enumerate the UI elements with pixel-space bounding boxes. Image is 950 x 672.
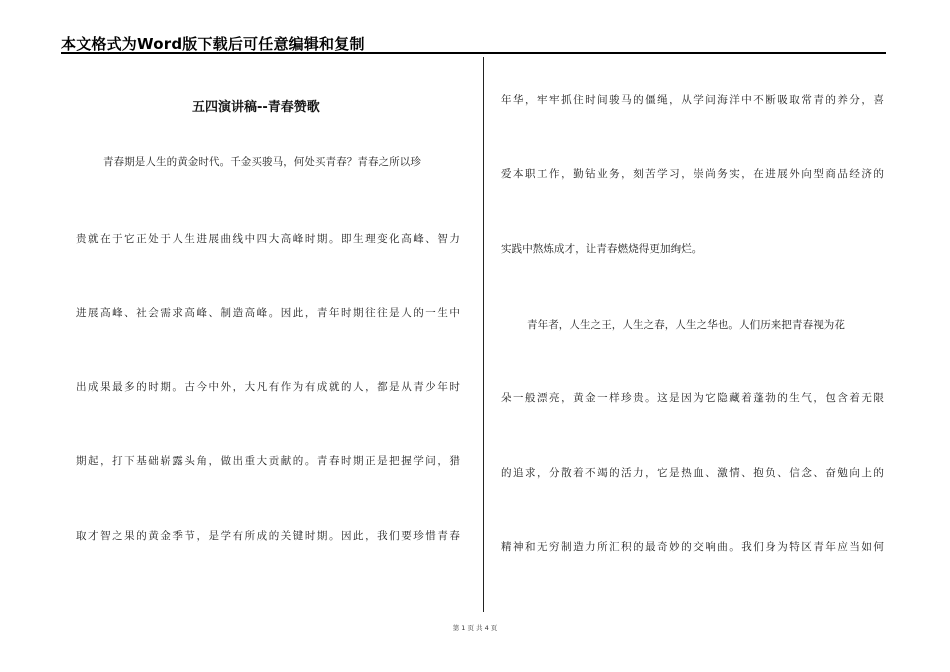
paragraph-line: 青年者，人生之王，人生之春，人生之华也。人们历来把青春视为花 <box>527 319 845 331</box>
paragraph-line: 年华，牢牢抓住时间骏马的僵绳，从学问海洋中不断吸取常青的养分，喜 <box>501 94 884 106</box>
paragraph-line: 朵一般漂亮，黄金一样珍贵。这是因为它隐藏着蓬勃的生气，包含着无限 <box>501 392 884 404</box>
paragraph-line: 爱本职工作，勤钻业务，刻苦学习，崇尚务实，在进展外向型商品经济的 <box>501 168 884 180</box>
page-number: 第 1 页 共 4 页 <box>452 624 498 632</box>
paragraph-line: 期起，打下基础崭露头角，做出重大贡献的。青春时期正是把握学问，猎 <box>76 455 460 467</box>
paragraph-line: 实践中熬炼成才，让青春燃烧得更加绚烂。 <box>501 243 703 255</box>
paragraph-line: 贵就在于它正处于人生进展曲线中四大高峰时期。即生理变化高峰、智力 <box>76 233 460 245</box>
paragraph-line: 青春期是人生的黄金时代。千金买骏马，何处买青春？青春之所以珍 <box>103 156 421 168</box>
paragraph-line: 的追求，分散着不竭的活力，它是热血、激情、抱负、信念、奋勉向上的 <box>501 467 884 479</box>
download-banner: 本文格式为Word版下载后可任意编辑和复制 <box>61 35 365 53</box>
paragraph-line: 取才智之果的黄金季节，是学有所成的关键时期。因此，我们要珍惜青春 <box>76 530 460 542</box>
banner-divider <box>61 52 886 54</box>
paragraph-line: 进展高峰、社会需求高峰、制造高峰。因此，青年时期往往是人的一生中 <box>76 307 460 319</box>
column-divider <box>483 57 484 612</box>
document-title: 五四演讲稿--青春赞歌 <box>192 100 320 115</box>
paragraph-line: 出成果最多的时期。古今中外，大凡有作为有成就的人，都是从青少年时 <box>76 381 460 393</box>
paragraph-line: 精神和无穷制造力所汇积的最奇妙的交响曲。我们身为特区青年应当如何 <box>501 541 884 553</box>
